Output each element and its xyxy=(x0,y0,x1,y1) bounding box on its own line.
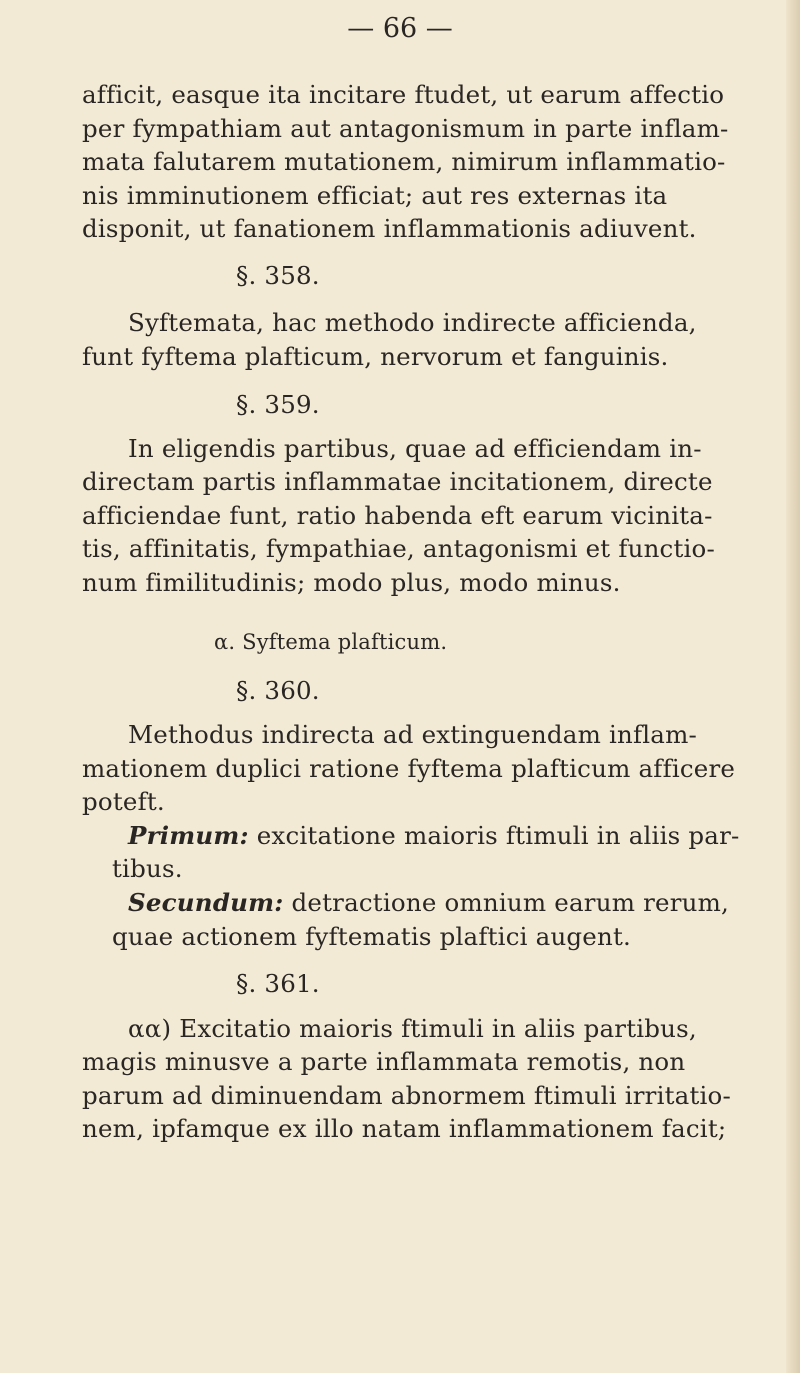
text-line xyxy=(128,821,800,851)
section-number: §. 359. xyxy=(236,390,320,419)
primum-label: Primum: xyxy=(128,821,249,850)
primum-text: excitatione maioris ftimuli in aliis par- xyxy=(248,821,740,850)
text-line: magis minusve a parte inflammata remotis, non xyxy=(82,1047,686,1076)
subheading: α. Syftema plafticum. xyxy=(214,630,448,654)
text-line: mationem duplici ratione fyftema plafticum afficere xyxy=(82,754,736,783)
section-number: §. 358. xyxy=(236,261,320,290)
section-number: §. 360. xyxy=(236,676,320,705)
text-line: mata falutarem mutationem, nimirum inflammatio- xyxy=(82,147,726,176)
text-line: αα) Excitatio maioris ftimuli in aliis partibus, xyxy=(128,1014,697,1043)
text-line: tis, affinitatis, fympathiae, antagonismi et functio- xyxy=(82,534,715,563)
text-line: nem, ipfamque ex illo natam inflammationem facit; xyxy=(82,1114,727,1143)
text-line: afficit, easque ita incitare ftudet, ut earum affectio xyxy=(82,80,725,109)
page-number: — 66 — xyxy=(347,13,453,44)
text-line: per fympathiam aut antagonismum in parte inflam- xyxy=(82,114,729,143)
section-number: §. 361. xyxy=(236,969,320,998)
text-line: In eligendis partibus, quae ad efficiendam in- xyxy=(128,434,702,463)
text-line: Syftemata, hac methodo indirecte afficienda, xyxy=(128,308,697,337)
text-line: directam partis inflammatae incitationem, directe xyxy=(82,467,713,496)
secundum-label: Secundum: xyxy=(128,888,284,917)
page-edge xyxy=(786,0,800,1373)
text-line: quae actionem fyftematis plaftici augent. xyxy=(112,922,632,951)
text-line xyxy=(128,888,800,918)
text-line: poteft. xyxy=(82,787,165,816)
text-line: afficiendae funt, ratio habenda eft earum vicinita- xyxy=(82,501,713,530)
text-line: funt fyftema plafticum, nervorum et fanguinis. xyxy=(82,342,669,371)
text-line: nis imminutionem efficiat; aut res externas ita xyxy=(82,181,668,210)
text-line: tibus. xyxy=(112,854,183,883)
text-line: parum ad diminuendam abnormem ftimuli irritatio- xyxy=(82,1081,731,1110)
text-line: disponit, ut fanationem inflammationis adiuvent. xyxy=(82,214,697,243)
secundum-text: detractione omnium earum rerum, xyxy=(283,888,730,917)
text-line: num fimilitudinis; modo plus, modo minus. xyxy=(82,568,621,597)
text-line: Methodus indirecta ad extinguendam inflam- xyxy=(128,720,698,749)
